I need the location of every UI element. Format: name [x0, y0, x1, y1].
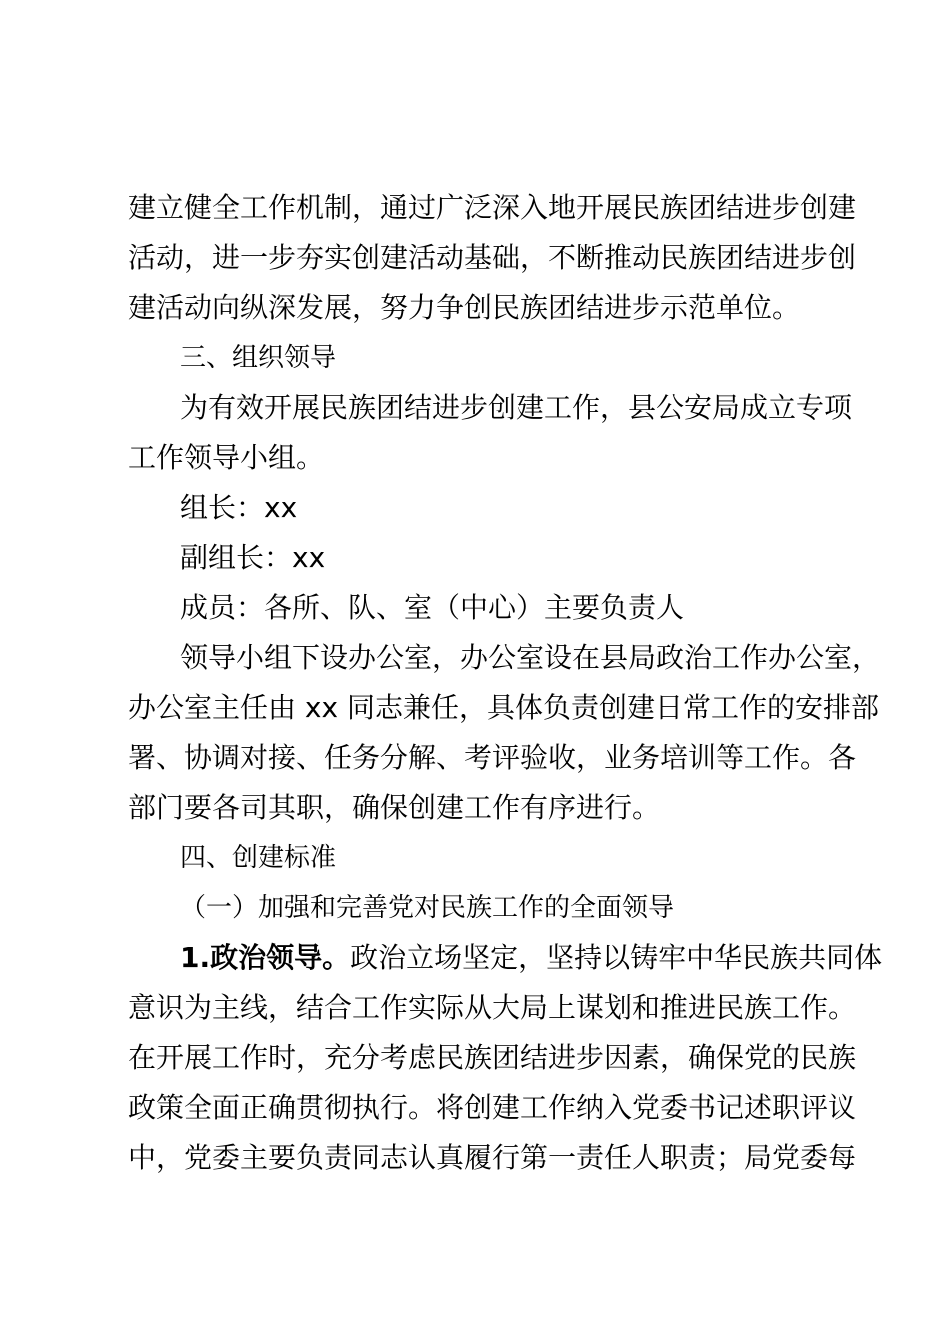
body-line [180, 938, 882, 978]
body-line: 建立健全工作机制，通过广泛深入地开展民族团结进步创建 [128, 191, 857, 224]
body-line: 为有效开展民族团结进步创建工作，县公安局成立专项 [180, 391, 853, 424]
section-heading: 三、组织领导 [180, 343, 337, 373]
body-line: 副组长：xx [180, 541, 326, 574]
subsection-heading: （一）加强和完善党对民族工作的全面领导 [180, 893, 675, 923]
body-line: 意识为主线，结合工作实际从大局上谋划和推进民族工作。 [128, 991, 857, 1024]
body-line: 活动，进一步夯实创建活动基础，不断推动民族团结进步创 [128, 241, 857, 274]
body-line: 工作领导小组。 [128, 441, 325, 474]
body-line: 在开展工作时，充分考虑民族团结进步因素，确保党的民族 [128, 1041, 857, 1074]
item-lead: 1.政治领导。 [180, 941, 351, 974]
body-line: 中，党委主要负责同志认真履行第一责任人职责；局党委每 [128, 1141, 857, 1174]
body-line: 建活动向纵深发展，努力争创民族团结进步示范单位。 [128, 291, 801, 324]
body-line: 署、协调对接、任务分解、考评验收，业务培训等工作。各 [128, 741, 857, 774]
body-line: 领导小组下设办公室，办公室设在县局政治工作办公室， [180, 641, 881, 674]
body-line: 成员：各所、队、室（中心）主要负责人 [180, 591, 685, 624]
item-text: 政治立场坚定，坚持以铸牢中华民族共同体 [350, 941, 883, 974]
body-line: 部门要各司其职，确保创建工作有序进行。 [128, 791, 661, 824]
section-heading: 四、创建标准 [180, 843, 337, 873]
body-line: 政策全面正确贯彻执行。将创建工作纳入党委书记述职评议 [128, 1091, 857, 1124]
body-line: 组长：xx [180, 491, 298, 524]
body-line: 办公室主任由 xx 同志兼任，具体负责创建日常工作的安排部 [128, 691, 879, 724]
